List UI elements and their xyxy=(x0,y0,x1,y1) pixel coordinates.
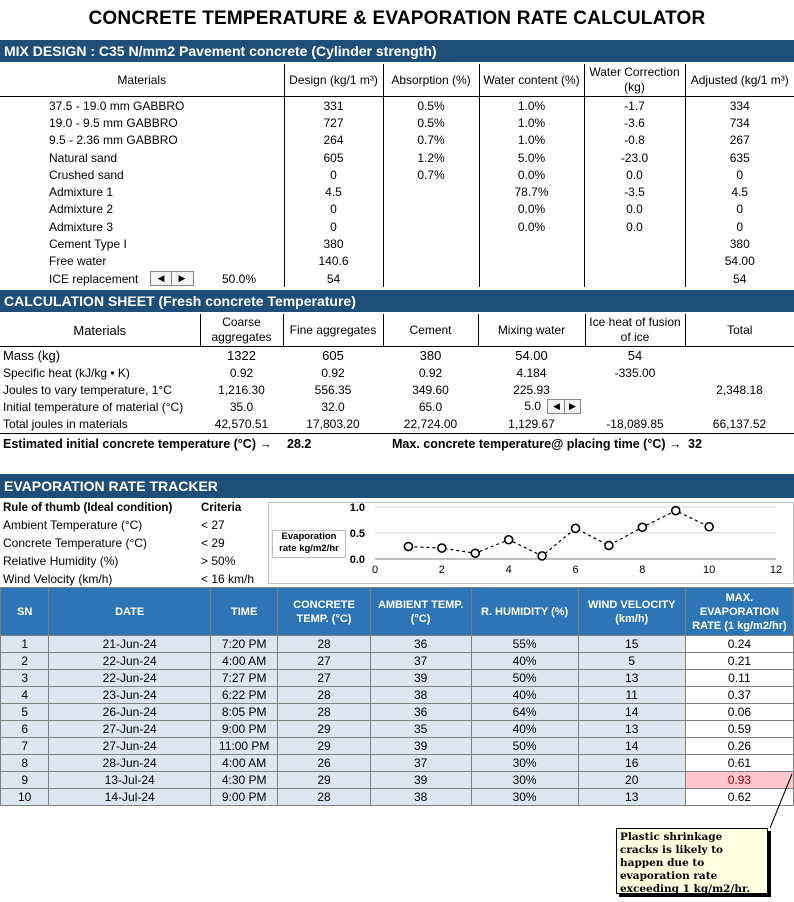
mix-correction-value: -3.6 xyxy=(584,114,685,131)
calc-water-text: 54.00 xyxy=(515,348,548,363)
mix-design-value: 0 xyxy=(284,218,383,235)
mix-water-value: 0.0% xyxy=(479,218,584,235)
tracker-cell-evaporation-rate: 0.37 xyxy=(685,687,793,704)
mix-header-correction: Water Correction (kg) xyxy=(584,64,685,97)
tracker-row xyxy=(1,704,794,721)
tracker-cell-date: 14-Jul-24 xyxy=(49,789,211,806)
calc-header-cement: Cement xyxy=(383,314,478,347)
calc-row-label: Specific heat (kJ/kg • K) xyxy=(3,365,130,380)
mix-design-value: 264 xyxy=(284,132,383,149)
ice-label: ICE replacement xyxy=(49,271,139,286)
tracker-cell-concrete-temp: 27 xyxy=(278,653,370,670)
mix-absorption-value: 0.5% xyxy=(383,114,479,131)
shrinkage-note: Plastic shrinkage cracks is likely to happen due to evaporation rate exceeding 1 kg/m2/hr. xyxy=(616,828,768,894)
tracker-cell-ambient-temp: 39 xyxy=(370,738,471,755)
tracker-cell-concrete-temp: 28 xyxy=(278,687,370,704)
calc-total-value xyxy=(685,347,794,365)
mix-correction-value: -1.7 xyxy=(584,97,685,115)
calc-header-water: Mixing water xyxy=(478,314,585,347)
rule-criteria: < 16 km/h xyxy=(201,572,255,586)
rule-criteria: > 50% xyxy=(201,554,236,568)
mix-row xyxy=(0,149,794,166)
calc-row xyxy=(0,364,794,381)
rule-label: Relative Humidity (%) xyxy=(3,554,119,568)
rule-label: Ambient Temperature (°C) xyxy=(3,518,143,532)
mix-absorption-value: 0.7% xyxy=(383,166,479,183)
tracker-cell-ambient-temp: 36 xyxy=(370,636,471,653)
water-temp-decrement-arrow-icon[interactable]: ◀ xyxy=(553,401,560,412)
mix-material-name: 9.5 - 2.36 mm GABBRO xyxy=(49,133,178,148)
mix-water-value: 1.0% xyxy=(479,132,584,149)
calc-row xyxy=(0,398,794,415)
mix-row xyxy=(0,235,794,252)
mix-absorption-value: 0.5% xyxy=(383,97,479,115)
calc-water-value xyxy=(478,381,585,398)
mix-water-value: 78.7% xyxy=(479,183,584,200)
mix-header-water: Water content (%) xyxy=(479,64,584,97)
max-temp-label: Max. concrete temperature@ placing time (°C) → xyxy=(392,437,682,451)
tracker-row xyxy=(1,738,794,755)
mix-water-value xyxy=(479,235,584,252)
mix-adjusted-value: 4.5 xyxy=(685,183,794,200)
mix-absorption-value xyxy=(383,235,479,252)
calc-coarse-value: 1,216.30 xyxy=(218,382,265,397)
tracker-cell-ambient-temp: 36 xyxy=(370,704,471,721)
tracker-cell-evaporation-rate: 0.21 xyxy=(685,653,793,670)
mix-design-value: 605 xyxy=(284,149,383,166)
mix-absorption-value xyxy=(383,183,479,200)
mix-material-name: Admixture 1 xyxy=(49,185,114,200)
mix-row xyxy=(0,183,794,200)
mix-design-value: 0 xyxy=(284,201,383,218)
water-temp-spinner[interactable] xyxy=(547,399,581,414)
mix-row xyxy=(0,253,794,270)
tracker-cell-wind-velocity: 16 xyxy=(578,755,685,772)
calc-header-coarse: Coarse aggregates xyxy=(200,314,283,347)
tracker-cell-ambient-temp: 37 xyxy=(370,755,471,772)
mix-adjusted-value: 334 xyxy=(685,97,794,115)
tracker-cell-humidity: 40% xyxy=(471,653,578,670)
mix-adjusted-value: 267 xyxy=(685,132,794,149)
tracker-cell-wind-velocity: 13 xyxy=(578,670,685,687)
mix-material-name: Admixture 2 xyxy=(49,202,114,217)
mix-row-ice xyxy=(0,270,794,287)
tracker-cell-humidity: 50% xyxy=(471,738,578,755)
ice-decrement-arrow-icon[interactable]: ◀ xyxy=(157,272,165,283)
mix-correction-value: 0.0 xyxy=(584,218,685,235)
calc-coarse-value: 42,570.51 xyxy=(214,416,269,431)
ice-spinner[interactable] xyxy=(150,271,194,286)
tracker-cell-concrete-temp: 28 xyxy=(278,789,370,806)
ice-increment-arrow-icon[interactable]: ▶ xyxy=(171,272,192,285)
tracker-cell-wind-velocity: 15 xyxy=(578,636,685,653)
rule-label: Wind Velocity (km/h) xyxy=(3,572,113,586)
estimated-temp-value: 28.2 xyxy=(287,437,312,451)
mix-water-value xyxy=(479,253,584,270)
calc-total-value xyxy=(685,364,794,381)
water-temp-increment-arrow-icon[interactable]: ▶ xyxy=(564,400,580,413)
tracker-cell-ambient-temp: 37 xyxy=(370,653,471,670)
tracker-cell-wind-velocity: 5 xyxy=(578,653,685,670)
tracker-cell-date: 13-Jul-24 xyxy=(49,772,211,789)
calc-total-value xyxy=(685,398,794,415)
tracker-row xyxy=(1,789,794,806)
mix-water-value: 1.0% xyxy=(479,97,584,115)
mix-row xyxy=(0,132,794,149)
tracker-row xyxy=(1,755,794,772)
tracker-cell-concrete-temp: 28 xyxy=(278,636,370,653)
tracker-cell-date: 21-Jun-24 xyxy=(49,636,211,653)
tracker-cell-sn: 3 xyxy=(1,670,49,687)
calc-cement-value: 0.92 xyxy=(418,365,443,380)
ice-design: 54 xyxy=(284,270,383,287)
tracker-cell-humidity: 40% xyxy=(471,721,578,738)
tracker-header-concrete-temp: CONCRETE TEMP. (°C) xyxy=(278,588,370,636)
estimated-temp-label: Estimated initial concrete temperature (°C) → xyxy=(3,437,272,451)
tracker-header-time: TIME xyxy=(211,588,278,636)
mix-material-name: 37.5 - 19.0 mm GABBRO xyxy=(49,98,185,113)
evaporation-chart xyxy=(268,502,794,584)
tracker-cell-date: 27-Jun-24 xyxy=(49,721,211,738)
tracker-cell-concrete-temp: 27 xyxy=(278,670,370,687)
data-point xyxy=(572,524,580,532)
mix-adjusted-value: 0 xyxy=(685,201,794,218)
data-point xyxy=(471,549,479,557)
tracker-cell-date: 22-Jun-24 xyxy=(49,670,211,687)
chart-plot xyxy=(268,502,794,584)
tracker-cell-wind-velocity: 20 xyxy=(578,772,685,789)
mix-row xyxy=(0,166,794,183)
tracker-header-date: DATE xyxy=(49,588,211,636)
tracker-cell-humidity: 40% xyxy=(471,687,578,704)
ice-percent: 50.0% xyxy=(222,271,257,286)
mix-design-value: 727 xyxy=(284,114,383,131)
mix-adjusted-value: 734 xyxy=(685,114,794,131)
tracker-cell-time: 6:22 PM xyxy=(211,687,278,704)
mix-material-name: Crushed sand xyxy=(49,167,124,182)
x-tick-label: 12 xyxy=(769,564,783,576)
mix-adjusted-value: 0 xyxy=(685,166,794,183)
calc-row xyxy=(0,347,794,365)
data-point xyxy=(605,541,613,549)
tracker-cell-time: 4:00 AM xyxy=(211,653,278,670)
mix-correction-value: 0.0 xyxy=(584,166,685,183)
tracker-cell-concrete-temp: 28 xyxy=(278,704,370,721)
data-point xyxy=(438,544,446,552)
mix-header-design: Design (kg/1 m³) xyxy=(284,64,383,97)
tracker-cell-evaporation-rate: 0.24 xyxy=(685,636,793,653)
calc-row-label: Initial temperature of material (°C) xyxy=(3,399,184,414)
rule-label: Concrete Temperature (°C) xyxy=(3,536,147,550)
calc-fine-value: 556.35 xyxy=(314,382,352,397)
mix-correction-value: -0.8 xyxy=(584,132,685,149)
mix-header-adjusted: Adjusted (kg/1 m³) xyxy=(685,64,794,97)
tracker-cell-sn: 1 xyxy=(1,636,49,653)
calc-coarse-value: 35.0 xyxy=(229,399,254,414)
tracker-cell-date: 28-Jun-24 xyxy=(49,755,211,772)
tracker-row xyxy=(1,687,794,704)
x-tick-label: 8 xyxy=(639,564,646,576)
tracker-cell-sn: 9 xyxy=(1,772,49,789)
tracker-cell-date: 27-Jun-24 xyxy=(49,738,211,755)
mix-absorption-value xyxy=(383,201,479,218)
calc-row-label: Mass (kg) xyxy=(3,348,61,363)
tracker-cell-time: 8:05 PM xyxy=(211,704,278,721)
tracker-cell-sn: 7 xyxy=(1,738,49,755)
mix-correction-value: -3.5 xyxy=(584,183,685,200)
mix-header-materials: Materials xyxy=(117,72,167,87)
chart-title: Evaporation rate kg/m2/hr xyxy=(272,530,346,558)
tracker-row xyxy=(1,636,794,653)
tracker-cell-date: 26-Jun-24 xyxy=(49,704,211,721)
tracker-cell-humidity: 30% xyxy=(471,772,578,789)
mix-water-value: 5.0% xyxy=(479,149,584,166)
calc-water-value xyxy=(478,398,585,415)
criteria-label: Criteria xyxy=(201,502,242,514)
y-tick-label: 0.5 xyxy=(349,528,365,540)
mix-design-value: 4.5 xyxy=(284,183,383,200)
mix-absorption-value xyxy=(383,253,479,270)
tracker-table xyxy=(0,587,794,806)
rule-criteria: < 29 xyxy=(201,536,225,550)
tracker-cell-evaporation-rate: 0.06 xyxy=(685,704,793,721)
tracker-header-wind-velocity: WIND VELOCITY (km/h) xyxy=(578,588,685,636)
calc-header-ice: Ice heat of fusion of ice xyxy=(585,314,685,347)
tracker-header-ambient-temp: AMBIENT TEMP. (°C) xyxy=(370,588,471,636)
tracker-cell-sn: 10 xyxy=(1,789,49,806)
calc-cement-value: 22,724.00 xyxy=(403,416,458,431)
calc-row-label: Total joules in materials xyxy=(3,416,128,431)
calc-cement-value: 349.60 xyxy=(412,382,449,397)
x-tick-label: 4 xyxy=(505,564,512,576)
calc-water-value xyxy=(478,415,585,432)
x-tick-label: 0 xyxy=(371,564,379,576)
mix-design-value: 0 xyxy=(284,166,383,183)
mix-adjusted-value: 54.00 xyxy=(685,253,794,270)
mix-absorption-value: 1.2% xyxy=(383,149,479,166)
tracker-cell-humidity: 30% xyxy=(471,755,578,772)
evap-band: EVAPORATION RATE TRACKER xyxy=(0,474,794,498)
calc-cement-value: 65.0 xyxy=(418,399,443,414)
mix-correction-value: 0.0 xyxy=(584,201,685,218)
data-point xyxy=(705,523,713,531)
rule-of-thumb-label: Rule of thumb (Ideal condition) xyxy=(3,502,173,514)
tracker-row xyxy=(1,721,794,738)
mix-absorption-value xyxy=(383,218,479,235)
y-tick-label: 0.0 xyxy=(349,554,365,566)
tracker-cell-concrete-temp: 29 xyxy=(278,721,370,738)
tracker-cell-evaporation-rate: 0.61 xyxy=(685,755,793,772)
mix-adjusted-value: 0 xyxy=(685,218,794,235)
tracker-cell-ambient-temp: 38 xyxy=(370,789,471,806)
tracker-cell-concrete-temp: 29 xyxy=(278,738,370,755)
calc-row xyxy=(0,415,794,432)
tracker-cell-sn: 8 xyxy=(1,755,49,772)
mix-material-name: Free water xyxy=(49,254,107,269)
tracker-cell-wind-velocity: 13 xyxy=(578,721,685,738)
tracker-cell-ambient-temp: 39 xyxy=(370,772,471,789)
mix-correction-value xyxy=(584,235,685,252)
tracker-header-row xyxy=(1,588,794,636)
max-temp-value: 32 xyxy=(688,437,702,451)
mix-row xyxy=(0,218,794,235)
tracker-cell-humidity: 55% xyxy=(471,636,578,653)
tracker-cell-time: 7:20 PM xyxy=(211,636,278,653)
ice-adjusted: 54 xyxy=(685,270,794,287)
tracker-cell-wind-velocity: 13 xyxy=(578,789,685,806)
tracker-cell-time: 11:00 PM xyxy=(211,738,278,755)
calc-water-text: 4.184 xyxy=(516,365,547,380)
tracker-header-humidity: R. HUMIDITY (%) xyxy=(471,588,578,636)
mix-design-value: 380 xyxy=(284,235,383,252)
data-point xyxy=(672,507,680,515)
calc-ice-value: -335.00 xyxy=(614,365,656,380)
calc-fine-value: 32.0 xyxy=(321,399,345,414)
tracker-cell-time: 4:00 AM xyxy=(211,755,278,772)
tracker-cell-sn: 4 xyxy=(1,687,49,704)
tracker-row xyxy=(1,653,794,670)
mix-design-value: 140.6 xyxy=(284,253,383,270)
tracker-row xyxy=(1,670,794,687)
calc-row xyxy=(0,381,794,398)
x-tick-label: 6 xyxy=(572,564,579,576)
tracker-cell-concrete-temp: 29 xyxy=(278,772,370,789)
tracker-cell-time: 4:30 PM xyxy=(211,772,278,789)
tracker-cell-humidity: 50% xyxy=(471,670,578,687)
mix-water-value: 0.0% xyxy=(479,201,584,218)
tracker-cell-evaporation-rate: 0.26 xyxy=(685,738,793,755)
calc-ice-value: 54 xyxy=(627,348,643,363)
tracker-cell-evaporation-rate: 0.11 xyxy=(685,670,793,687)
mix-material-name: 19.0 - 9.5 mm GABBRO xyxy=(49,115,178,130)
tracker-cell-evaporation-rate: 0.62 xyxy=(685,789,793,806)
calc-water-text: 1,129.67 xyxy=(508,416,555,431)
mix-row xyxy=(0,201,794,218)
mix-water-value: 0.0% xyxy=(479,166,584,183)
calc-water-value xyxy=(478,364,585,381)
tracker-cell-time: 9:00 PM xyxy=(211,721,278,738)
tracker-row xyxy=(1,772,794,789)
calc-fine-value: 0.92 xyxy=(321,365,345,380)
y-tick-label: 1.0 xyxy=(349,502,365,514)
tracker-cell-sn: 5 xyxy=(1,704,49,721)
tracker-cell-wind-velocity: 14 xyxy=(578,738,685,755)
mix-correction-value xyxy=(584,253,685,270)
calc-fine-value: 17,803.20 xyxy=(306,416,360,431)
tracker-cell-date: 22-Jun-24 xyxy=(49,653,211,670)
mix-material-name: Natural sand xyxy=(49,150,118,165)
calc-total-value: 2,348.18 xyxy=(716,382,763,397)
calc-row-label: Joules to vary temperature, 1°C xyxy=(3,382,172,397)
mix-design-table xyxy=(0,64,794,287)
tracker-cell-wind-velocity: 11 xyxy=(578,687,685,704)
x-tick-label: 2 xyxy=(438,564,445,576)
calc-cement-value: 380 xyxy=(419,348,442,363)
callout-pointer xyxy=(700,770,794,830)
calc-ice-value xyxy=(585,381,685,398)
calc-header-total: Total xyxy=(685,314,794,347)
tracker-cell-time: 7:27 PM xyxy=(211,670,278,687)
tracker-cell-ambient-temp: 35 xyxy=(370,721,471,738)
x-tick-label: 10 xyxy=(703,564,716,576)
mix-adjusted-value: 635 xyxy=(685,149,794,166)
calc-fine-value: 605 xyxy=(322,348,344,363)
calc-coarse-value: 0.92 xyxy=(229,365,254,380)
tracker-header-evaporation-rate: MAX. EVAPORATION RATE (1 kg/m2/hr) xyxy=(685,588,793,636)
tracker-cell-evaporation-rate: 0.59 xyxy=(685,721,793,738)
calc-water-text: 225.93 xyxy=(513,382,550,397)
calc-header-fine: Fine aggregates xyxy=(283,314,383,347)
calc-table xyxy=(0,314,794,432)
data-point xyxy=(538,552,546,560)
tracker-cell-ambient-temp: 39 xyxy=(370,670,471,687)
tracker-cell-wind-velocity: 14 xyxy=(578,704,685,721)
page-title: CONCRETE TEMPERATURE & EVAPORATION RATE CALCULATOR xyxy=(88,8,706,29)
mix-row xyxy=(0,97,794,115)
data-point xyxy=(404,543,412,551)
mix-header-absorption: Absorption (%) xyxy=(383,64,479,97)
data-point xyxy=(638,523,646,531)
tracker-header-sn: SN xyxy=(1,588,49,636)
tracker-cell-date: 23-Jun-24 xyxy=(49,687,211,704)
mix-material-name: Admixture 3 xyxy=(49,219,114,234)
data-point xyxy=(505,536,513,544)
rule-criteria: < 27 xyxy=(201,518,225,532)
tracker-cell-concrete-temp: 26 xyxy=(278,755,370,772)
calc-ice-value xyxy=(585,398,685,415)
tracker-cell-humidity: 30% xyxy=(471,789,578,806)
tracker-cell-time: 9:00 PM xyxy=(211,789,278,806)
tracker-cell-evaporation-rate: 0.93 xyxy=(685,772,793,789)
tracker-cell-sn: 2 xyxy=(1,653,49,670)
mix-correction-value: -23.0 xyxy=(584,149,685,166)
tracker-cell-ambient-temp: 38 xyxy=(370,687,471,704)
calc-water-text: 5.0 xyxy=(524,398,541,413)
tracker-cell-humidity: 64% xyxy=(471,704,578,721)
mix-water-value: 1.0% xyxy=(479,114,584,131)
calc-coarse-value: 1322 xyxy=(227,348,256,363)
calc-band: CALCULATION SHEET (Fresh concrete Temperature) xyxy=(0,290,794,312)
mix-material-name: Cement Type I xyxy=(49,237,127,252)
mix-row xyxy=(0,114,794,131)
mix-absorption-value: 0.7% xyxy=(383,132,479,149)
tracker-cell-sn: 6 xyxy=(1,721,49,738)
mix-design-value: 331 xyxy=(284,97,383,115)
calc-water-value xyxy=(478,347,585,365)
mix-adjusted-value: 380 xyxy=(685,235,794,252)
calc-total-value: 66,137.52 xyxy=(712,416,767,431)
mix-design-band: MIX DESIGN : C35 N/mm2 Pavement concrete (Cylinder strength) xyxy=(0,40,794,62)
calc-header-materials: Materials xyxy=(73,322,127,338)
calc-ice-value: -18,089.85 xyxy=(606,416,664,431)
